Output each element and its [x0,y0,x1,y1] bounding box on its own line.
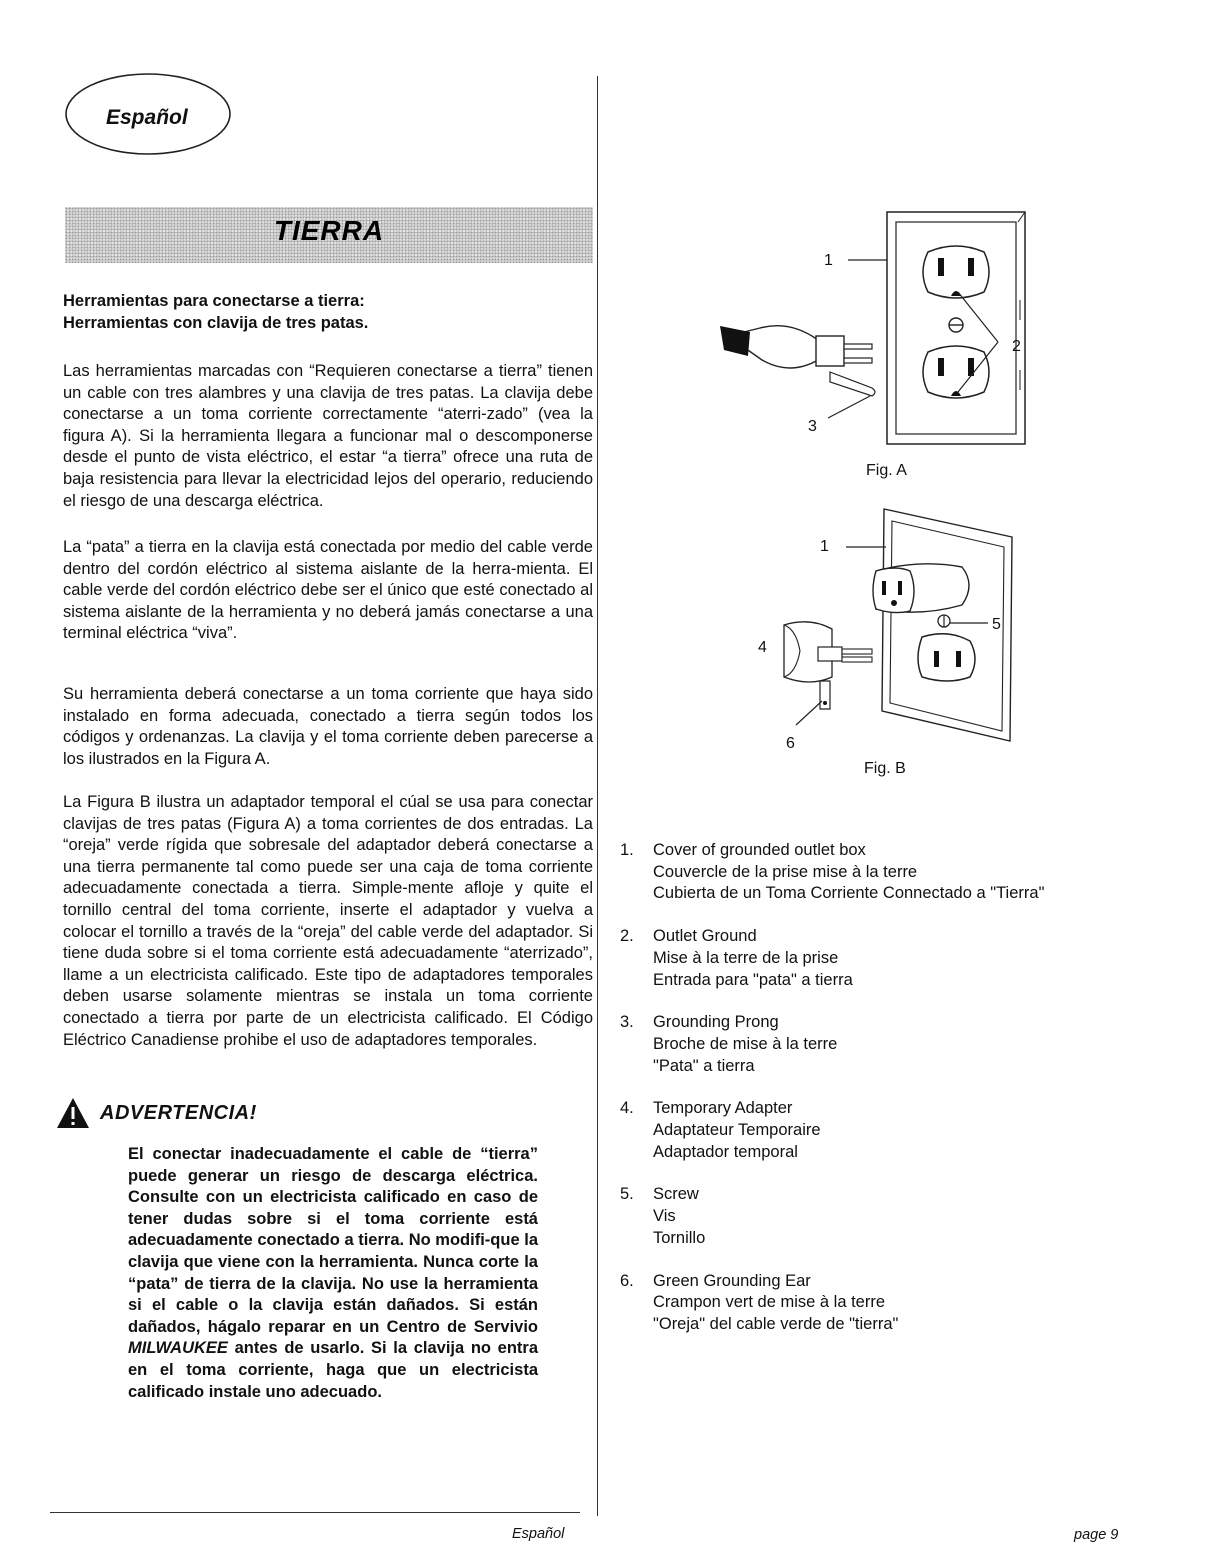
figure-b-callout-5: 5 [992,616,1001,633]
part-name-fr: Vis [653,1207,676,1226]
part-name-en: Outlet Ground [653,927,757,946]
paragraph-4: La Figura B ilustra un adaptador temporal el cúal se usa para conectar clavijas de tres patas (Figura A) a toma corrientes de dos entradas. La “oreja” verde rígida que sobresale del adaptador deberá conectarse a una tierra permanente tal como puede ser una caja de toma corriente adecuadamente conectada a tierra. Simple-mente afloje y quite el tornillo central del toma corriente, inserte el adaptador y vuelva a colocar el tornillo a través de la “oreja” del cable verde del adaptador. Si tiene duda sobre si el toma corriente está adecuadamente “aterrizado”, llame a un electricista calificado. Este tipo de adaptadores temporales deben usarse solamente mientras se instala un toma corriente conectado a tierra por parte de un electricista calificado. El Código Eléctrico Canadiense prohibe el uso de adaptadores temporales. [63,793,593,1049]
part-name-fr: Mise à la terre de la prise [653,948,839,967]
figure-a-illustration [700,200,1060,460]
part-name-es: Cubierta de un Toma Corriente Connectado a "Tierra" [653,884,1045,903]
part-name-es: Adaptador temporal [653,1142,798,1161]
part-name-fr: Crampon vert de mise à la terre [653,1293,886,1312]
column-divider [597,76,598,1516]
warning-text-end: antes de usarlo. Si la clavija no entra en el toma corriente, haga que un electricista calificado instale uno adecuado. [128,1339,538,1401]
part-name-es: "Oreja" del cable verde de "tierra" [653,1314,899,1333]
part-name-fr: Broche de mise à la terre [653,1034,838,1053]
warning-triangle-icon [56,1097,90,1129]
paragraph-3: Su herramienta deberá conectarse a un toma corriente que haya sido instalado en forma adecuada, conectado a tierra según todos los códigos y ordenanzas. La clavija y el toma corriente deben parecerse a los ilustrados en la Figura A. [63,685,593,768]
list-item [620,1184,1180,1249]
part-number: 1. [620,841,634,859]
subheading-line-1: Herramientas para conectarse a tierra: [63,292,365,310]
figure-a [700,200,1060,490]
figure-a-callout-3: 3 [808,418,817,435]
figure-a-callout-1: 1 [824,252,833,269]
part-name-es: Entrada para "pata" a tierra [653,970,853,989]
figure-b [700,505,1060,795]
page-number: page 9 [1074,1527,1119,1543]
part-name-en: Screw [653,1185,699,1204]
figure-b-callout-1: 1 [820,538,829,555]
warning-title: ADVERTENCIA! [100,1102,257,1124]
parts-list [620,840,1180,1357]
footer-language: Español [512,1526,565,1542]
part-name-fr: Couvercle de la prise mise à la terre [653,862,918,881]
list-item [620,926,1180,991]
figure-a-callout-2: 2 [1012,338,1021,355]
part-name-en: Green Grounding Ear [653,1271,811,1290]
part-name-en: Temporary Adapter [653,1099,793,1118]
warning-text-start: El conectar inadecuadamente el cable de “tierra” puede generar un riesgo de descarga eléctrica. Consulte con un electricista calificado en caso de tener dudas sobre si el toma corriente está adecuadamente conectado a tierra. No modifi-que la clavija que viene con la herramienta. Nunca corte la “pata” de tierra de la clavija. No use la herramienta si el cable o la clavija están dañados. Si están dañados, hágalo reparar en un Centro de Servivio [128,1145,538,1336]
list-item [620,1098,1180,1163]
subheading-line-2: Herramientas con clavija de tres patas. [63,313,369,332]
figure-b-callout-6: 6 [786,735,795,752]
language-tab [62,68,240,156]
warning-body [128,1144,538,1403]
part-name-es: Tornillo [653,1228,706,1247]
figure-b-caption: Fig. B [864,760,906,777]
warning-brand: MILWAUKEE [128,1339,228,1358]
footer-rule [50,1512,580,1513]
part-name-es: "Pata" a tierra [653,1056,755,1075]
part-number: 3. [620,1013,634,1032]
subheading [63,291,593,334]
paragraph-1: Las herramientas marcadas con “Requieren conectarse a tierra” tienen un cable con tres alambres y una clavija de tres patas. La clavija debe conectarse a un toma corriente correctamente “aterri-zado” (vea la figura A). Si la herramienta llegara a funcionar mal o descomponerse desde el punto de vista eléctrico, el estar “a tierra” ofrece una ruta de baja resistencia para llevar la electricidad lejos del operario, reduciendo el riesgo de una descarga eléctrica. [63,362,593,510]
figure-b-illustration [700,505,1060,755]
paragraph-2: La “pata” a tierra en la clavija está conectada por medio del cable verde dentro del cordón eléctrico al sistema aislante de la herra-mienta. El cable verde del cordón eléctrico debe ser el único que esté conectado al sistema aislante de la herramienta y no deberá jamás conectarse a una terminal eléctrica “viva”. [63,538,593,643]
part-name-en: Grounding Prong [653,1013,779,1032]
language-label: Español [106,106,188,129]
part-number: 5. [620,1185,634,1204]
figure-b-callout-4: 4 [758,639,767,656]
list-item [620,1012,1180,1077]
figure-a-caption: Fig. A [866,462,907,479]
part-number: 6. [620,1271,634,1290]
list-item [620,840,1180,905]
section-title: TIERRA [273,215,385,246]
part-name-fr: Adaptateur Temporaire [653,1121,821,1140]
section-banner [65,207,593,263]
part-name-en: Cover of grounded outlet box [653,841,866,859]
list-item [620,1271,1180,1336]
part-number: 4. [620,1099,634,1118]
part-number: 2. [620,927,634,946]
